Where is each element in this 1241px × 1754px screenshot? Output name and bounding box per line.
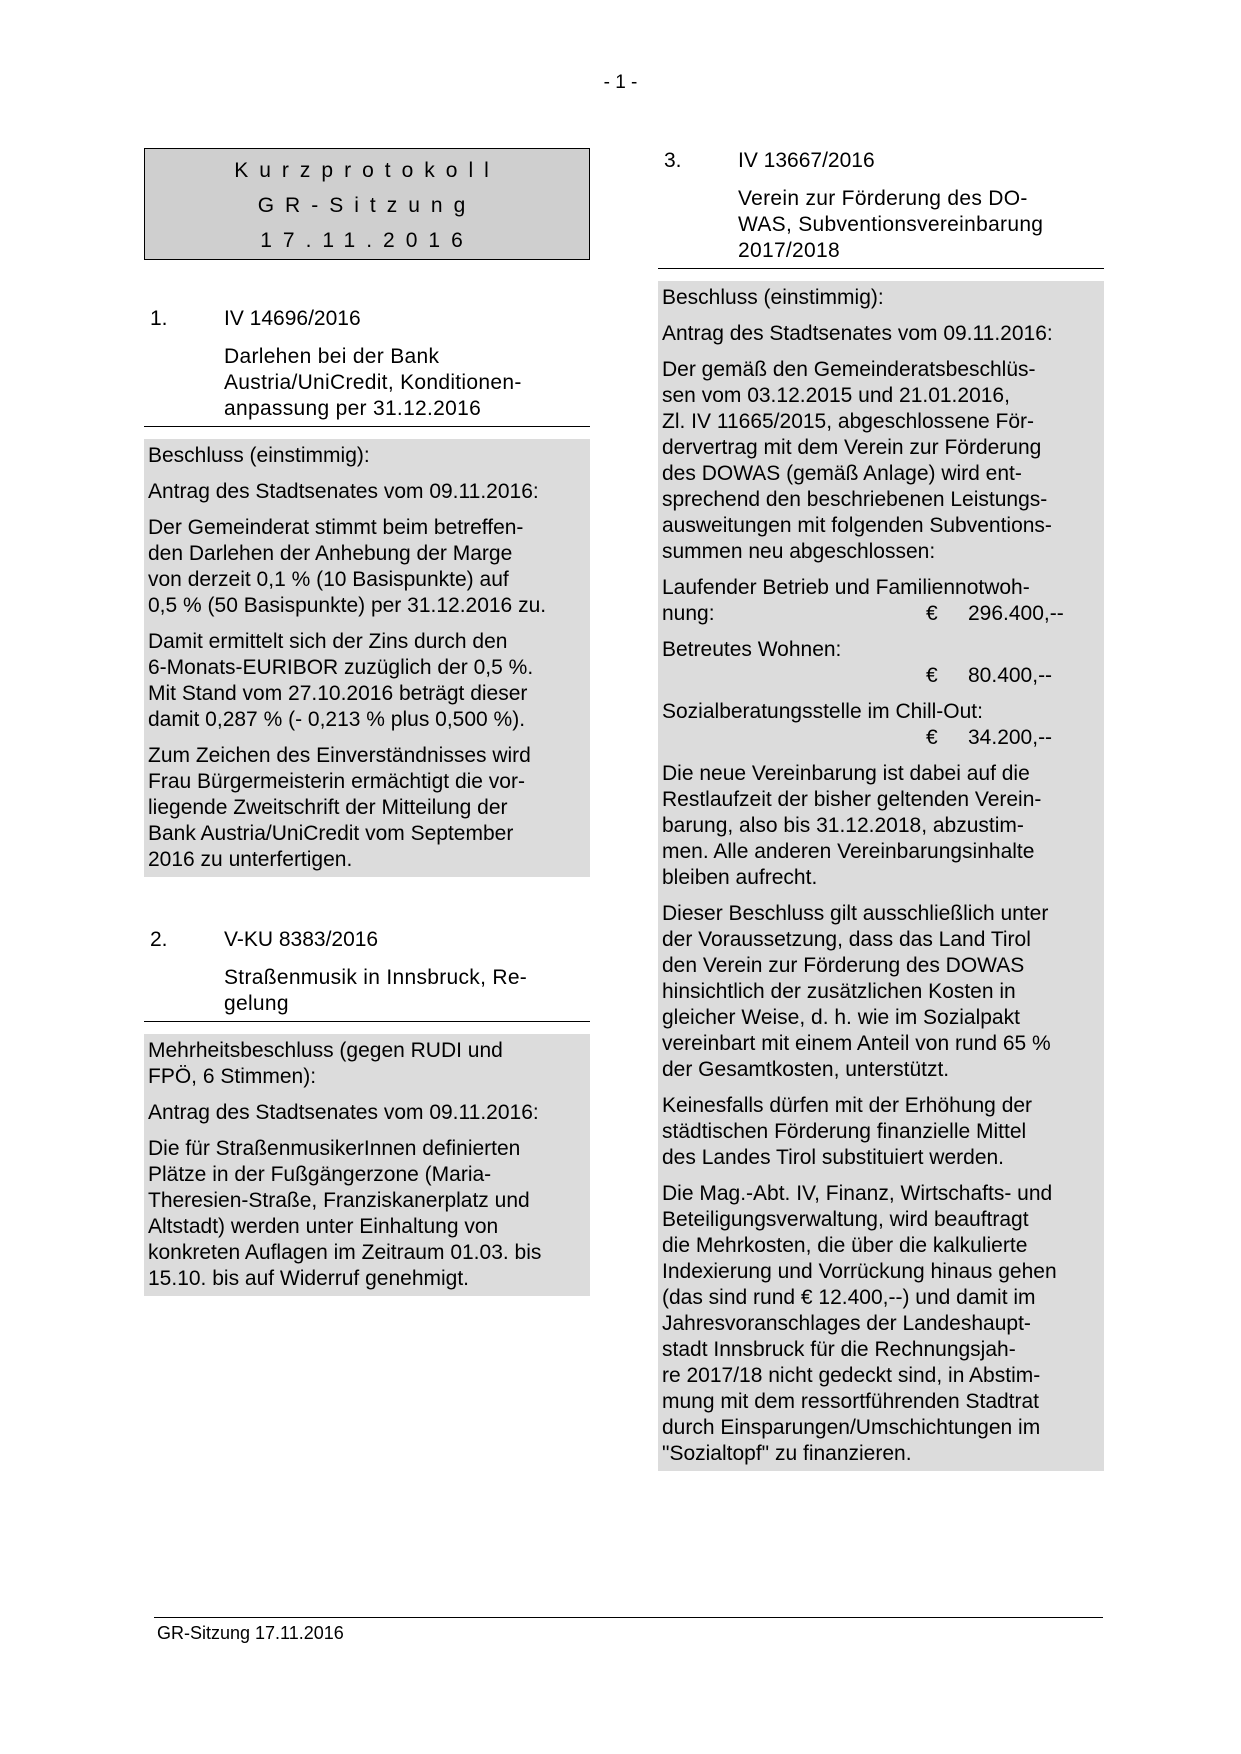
paragraph [148,743,586,873]
text-line: Theresien-Straße, Franziskanerplatz und [148,1189,530,1212]
title-box [144,148,590,260]
text-line: Die für StraßenmusikerInnen definierten [148,1137,521,1160]
title-line: Verein zur Förderung des DO- [738,187,1028,210]
amount-entry [662,699,1100,751]
left-column [144,148,590,1296]
text-line: 15.10. bis auf Widerruf genehmigt. [148,1267,470,1290]
decision-type: Beschluss (einstimmig): [662,286,884,309]
text-line: sen vom 03.12.2015 und 21.01.2016, [662,384,1010,407]
amount-label: Sozialberatungsstelle im Chill-Out: [662,700,983,723]
text-line: stadt Innsbruck für die Rechnungsjah- [662,1338,1016,1361]
text-line: von derzeit 0,1 % (10 Basispunkte) auf [148,568,509,591]
text-line: summen neu abgeschlossen: [662,540,936,563]
right-column [658,148,1104,1471]
currency-symbol: € [926,602,938,625]
amount-value: 34.200,-- [968,726,1053,749]
text-line: dervertrag mit dem Verein zur Förderung [662,436,1042,459]
text-line: Zl. IV 11665/2015, abgeschlossene För- [662,410,1035,433]
paragraph [662,761,1100,891]
text-line: Damit ermittelt sich der Zins durch den [148,630,508,653]
text-line: barung, also bis 31.12.2018, abzustim- [662,814,1024,837]
text-line: 2016 zu unterfertigen. [148,848,353,871]
text-line: städtischen Förderung finanzielle Mittel [662,1120,1027,1143]
divider [144,426,590,427]
title-line: Straßenmusik in Innsbruck, Re- [224,966,528,989]
footer-divider [154,1617,1103,1618]
amount-value: 80.400,-- [968,664,1053,687]
footer-text: GR-Sitzung 17.11.2016 [157,1623,344,1643]
paragraph [662,901,1100,1083]
paragraph [662,357,1100,565]
text-line: hinsichtlich der zusätzlichen Kosten in [662,980,1016,1003]
decision-block [144,1034,590,1296]
text-line: Die neue Vereinbarung ist dabei auf die [662,762,1030,785]
text-line: Mit Stand vom 27.10.2016 beträgt dieser [148,682,528,705]
motion-line: Antrag des Stadtsenates vom 09.11.2016: [148,480,539,503]
currency-symbol: € [926,726,938,749]
text-line: sprechend den beschriebenen Leistungs- [662,488,1048,511]
text-line: Der gemäß den Gemeinderatsbeschlüs- [662,358,1036,381]
amount-label: Laufender Betrieb und Familiennotwoh- [662,576,1030,599]
paragraph [662,1181,1100,1467]
agenda-item-1 [144,306,590,877]
text-line: Beteiligungsverwaltung, wird beauftragt [662,1208,1029,1231]
item-title [738,186,1104,264]
item-title [224,344,590,422]
text-line: des DOWAS (gemäß Anlage) wird ent- [662,462,1022,485]
decision-type [148,1038,586,1090]
paragraph [148,1136,586,1292]
title-line: Austria/UniCredit, Konditionen- [224,371,522,394]
item-code: IV 13667/2016 [738,149,875,172]
text-line: Zum Zeichen des Einverständnisses wird [148,744,531,767]
item-title [224,965,590,1017]
page-number: - 1 - [603,72,638,93]
text-line: Frau Bürgermeisterin ermächtigt die vor- [148,770,525,793]
amount-label: nung: [662,602,715,625]
text-line: den Darlehen der Anhebung der Marge [148,542,513,565]
text-line: durch Einsparungen/Umschichtungen im [662,1416,1041,1439]
title-line: gelung [224,992,289,1015]
text-line: Der Gemeinderat stimmt beim betreffen- [148,516,524,539]
paragraph [662,1093,1100,1171]
text-line: 6-Monats-EURIBOR zuzüglich der 0,5 %. [148,656,534,679]
text-line: 0,5 % (50 Basispunkte) per 31.12.2016 zu. [148,594,547,617]
amount-value: 296.400,-- [968,602,1064,625]
text-line: (das sind rund € 12.400,--) und damit im [662,1286,1036,1309]
text-line: mung mit dem ressortführenden Stadtrat [662,1390,1040,1413]
text-line: ausweitungen mit folgenden Subventions- [662,514,1052,537]
text-line: des Landes Tirol substituiert werden. [662,1146,1005,1169]
text-line: Dieser Beschluss gilt ausschließlich unter [662,902,1049,925]
text-line: liegende Zweitschrift der Mitteilung der [148,796,508,819]
paragraph [148,629,586,733]
divider [144,1021,590,1022]
text-line: Bank Austria/UniCredit vom September [148,822,514,845]
text-line: Die Mag.-Abt. IV, Finanz, Wirtschafts- und [662,1182,1053,1205]
title-line: WAS, Subventionsvereinbarung [738,213,1044,236]
text-line: Keinesfalls dürfen mit der Erhöhung der [662,1094,1033,1117]
paragraph [148,515,586,619]
agenda-item-2 [144,927,590,1296]
text-line: damit 0,287 % (- 0,213 % plus 0,500 %). [148,708,526,731]
text-line: konkreten Auflagen im Zeitraum 01.03. bis [148,1241,542,1264]
motion-line: Antrag des Stadtsenates vom 09.11.2016: [148,1101,539,1124]
text-line: die Mehrkosten, die über die kalkulierte [662,1234,1028,1257]
currency-symbol: € [926,664,938,687]
text-line: Mehrheitsbeschluss (gegen RUDI und [148,1039,503,1062]
text-line: FPÖ, 6 Stimmen): [148,1065,317,1088]
text-line: "Sozialtopf" zu finanzieren. [662,1442,912,1465]
agenda-item-3 [658,148,1104,1471]
title-line-1: Kurzprotokoll [234,159,500,182]
item-code: IV 14696/2016 [224,307,361,330]
divider [658,268,1104,269]
text-line: Plätze in der Fußgängerzone (Maria- [148,1163,492,1186]
amount-label: Betreutes Wohnen: [662,638,842,661]
text-line: Indexierung und Vorrückung hinaus gehen [662,1260,1057,1283]
decision-block [144,439,590,877]
amount-entry [662,575,1100,627]
item-number: 1. [150,307,168,330]
title-line-2: GR-Sitzung [257,194,477,217]
text-line: Restlaufzeit der bisher geltenden Verein- [662,788,1042,811]
item-number: 3. [664,149,682,172]
decision-block [658,281,1104,1471]
title-line-3: 17.11.2016 [260,229,474,252]
title-line: anpassung per 31.12.2016 [224,397,482,420]
item-code: V-KU 8383/2016 [224,928,379,951]
text-line: vereinbart mit einem Anteil von rund 65 % [662,1032,1051,1055]
text-line: den Verein zur Förderung des DOWAS [662,954,1025,977]
text-line: der Voraussetzung, dass das Land Tirol [662,928,1031,951]
decision-type: Beschluss (einstimmig): [148,444,370,467]
text-line: re 2017/18 nicht gedeckt sind, in Abstim- [662,1364,1041,1387]
motion-line: Antrag des Stadtsenates vom 09.11.2016: [662,322,1053,345]
text-line: bleiben aufrecht. [662,866,818,889]
text-line: men. Alle anderen Vereinbarungsinhalte [662,840,1035,863]
text-line: Jahresvoranschlages der Landeshaupt- [662,1312,1031,1335]
title-line: Darlehen bei der Bank [224,345,440,368]
title-line: 2017/2018 [738,239,840,262]
text-line: der Gesamtkosten, unterstützt. [662,1058,950,1081]
text-line: Altstadt) werden unter Einhaltung von [148,1215,499,1238]
text-line: gleicher Weise, d. h. wie im Sozialpakt [662,1006,1020,1029]
amount-entry [662,637,1100,689]
item-number: 2. [150,928,168,951]
